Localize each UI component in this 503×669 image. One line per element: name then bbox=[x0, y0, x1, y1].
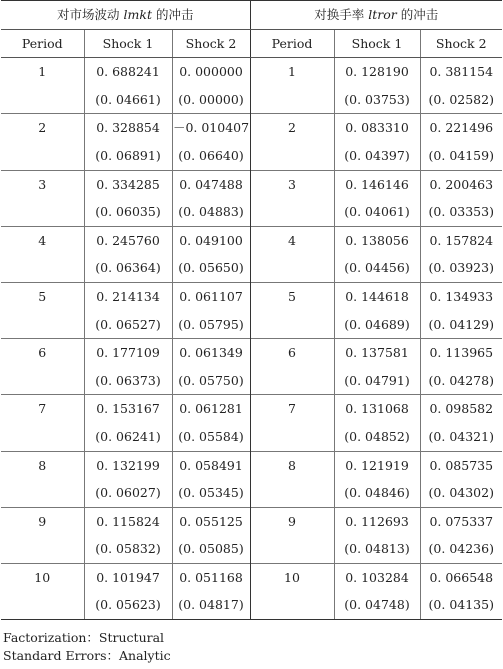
cell-shock2: 0. 113965 bbox=[420, 339, 502, 367]
cell-period bbox=[1, 591, 84, 619]
cell-shock1: 0. 115824 bbox=[84, 507, 172, 535]
cell-shock1: 0. 688241 bbox=[84, 58, 172, 86]
cell-shock2: (0. 04302) bbox=[420, 479, 502, 507]
table-row bbox=[1, 451, 502, 479]
cell-shock1: 0. 083310 bbox=[334, 114, 420, 142]
cell-shock2: 0. 381154 bbox=[420, 58, 502, 86]
group-header-ltror-var: ltror bbox=[368, 7, 397, 22]
table-row bbox=[1, 86, 502, 114]
table-row bbox=[1, 479, 502, 507]
cell-period: 7 bbox=[1, 395, 84, 423]
cell-shock1: 0. 334285 bbox=[84, 170, 172, 198]
cell-shock1: (0. 06035) bbox=[84, 198, 172, 226]
table-row bbox=[1, 170, 502, 198]
table-row bbox=[1, 507, 502, 535]
cell-period: 2 bbox=[1, 114, 84, 142]
cell-shock2: 0. 058491 bbox=[172, 451, 250, 479]
table-row bbox=[1, 367, 502, 395]
cell-shock2: (0. 04159) bbox=[420, 142, 502, 170]
group-header-ltror-pre: 对换手率 bbox=[314, 7, 369, 22]
cell-shock2: 0. 075337 bbox=[420, 507, 502, 535]
cell-shock1: (0. 06241) bbox=[84, 423, 172, 451]
cell-shock1: (0. 04061) bbox=[334, 198, 420, 226]
cell-period bbox=[1, 479, 84, 507]
table-row bbox=[1, 226, 502, 254]
cell-period bbox=[250, 86, 334, 114]
cell-shock2: 0. 055125 bbox=[172, 507, 250, 535]
cell-shock2: 0. 047488 bbox=[172, 170, 250, 198]
cell-shock1: 0. 245760 bbox=[84, 226, 172, 254]
table-row bbox=[1, 591, 502, 619]
cell-period bbox=[250, 198, 334, 226]
cell-shock1: (0. 05623) bbox=[84, 591, 172, 619]
cell-period bbox=[1, 535, 84, 563]
cell-period: 5 bbox=[1, 282, 84, 310]
cell-shock2: 0. 098582 bbox=[420, 395, 502, 423]
cell-period: 6 bbox=[250, 339, 334, 367]
group-header-lmkt-pre: 对市场波动 bbox=[57, 7, 124, 22]
cell-period bbox=[250, 535, 334, 563]
cell-shock1: (0. 05832) bbox=[84, 535, 172, 563]
cell-period bbox=[250, 142, 334, 170]
column-header-shock1: Shock 1 bbox=[334, 29, 420, 58]
cell-period bbox=[1, 254, 84, 282]
cell-period bbox=[250, 367, 334, 395]
cell-shock2: (0. 06640) bbox=[172, 142, 250, 170]
cell-shock1: (0. 04689) bbox=[334, 311, 420, 339]
cell-shock1: 0. 121919 bbox=[334, 451, 420, 479]
cell-shock1: (0. 04397) bbox=[334, 142, 420, 170]
cell-shock2: (0. 05345) bbox=[172, 479, 250, 507]
cell-period: 1 bbox=[38, 64, 47, 80]
cell-shock2: (0. 05085) bbox=[172, 535, 250, 563]
cell-period: 9 bbox=[1, 507, 84, 535]
table-row bbox=[1, 395, 502, 423]
cell-shock1: 0. 328854 bbox=[84, 114, 172, 142]
cell-shock2: 0. 085735 bbox=[420, 451, 502, 479]
cell-shock2: (0. 02582) bbox=[420, 86, 502, 114]
cell-shock1: (0. 04456) bbox=[334, 254, 420, 282]
cell-period: 3 bbox=[250, 170, 334, 198]
column-header-row bbox=[1, 29, 502, 58]
cell-period bbox=[250, 311, 334, 339]
cell-shock2: (0. 04817) bbox=[172, 591, 250, 619]
cell-period: 5 bbox=[250, 282, 334, 310]
cell-shock2: (0. 04321) bbox=[420, 423, 502, 451]
cell-shock2: 0. 066548 bbox=[420, 563, 502, 591]
table-row bbox=[1, 339, 502, 367]
cell-shock1: (0. 04813) bbox=[334, 535, 420, 563]
column-header-period: Period bbox=[250, 29, 334, 58]
cell-shock2: (0. 05650) bbox=[172, 254, 250, 282]
table-row bbox=[1, 142, 502, 170]
cell-period bbox=[250, 591, 334, 619]
group-header-lmkt-post: 的冲击 bbox=[151, 7, 194, 22]
table-row bbox=[1, 423, 502, 451]
cell-period: 8 bbox=[250, 451, 334, 479]
cell-shock2: 0. 061107 bbox=[172, 282, 250, 310]
cell-shock2: (0. 04236) bbox=[420, 535, 502, 563]
cell-shock1: (0. 06527) bbox=[84, 311, 172, 339]
cell-shock1: (0. 06373) bbox=[84, 367, 172, 395]
cell-period bbox=[1, 86, 84, 114]
note-standard-errors: Standard Errors：Analytic bbox=[3, 648, 171, 664]
cell-period bbox=[250, 423, 334, 451]
table-row bbox=[1, 311, 502, 339]
cell-shock1: 0. 137581 bbox=[334, 339, 420, 367]
cell-shock2: (0. 05750) bbox=[172, 367, 250, 395]
cell-shock1: (0. 06891) bbox=[84, 142, 172, 170]
column-header-period: Period bbox=[1, 29, 84, 58]
cell-shock1: 0. 132199 bbox=[84, 451, 172, 479]
impulse-response-table bbox=[1, 0, 502, 620]
cell-period: 7 bbox=[250, 395, 334, 423]
column-header-shock2: Shock 2 bbox=[172, 29, 250, 58]
group-header-row bbox=[1, 1, 502, 30]
cell-shock2: 0. 049100 bbox=[172, 226, 250, 254]
cell-shock1: 0. 153167 bbox=[84, 395, 172, 423]
cell-shock1: (0. 04852) bbox=[334, 423, 420, 451]
cell-period: 6 bbox=[1, 339, 84, 367]
cell-shock1: 0. 214134 bbox=[84, 282, 172, 310]
cell-period: 8 bbox=[1, 451, 84, 479]
cell-period: 1 bbox=[250, 58, 334, 86]
cell-shock2: (0. 05584) bbox=[172, 423, 250, 451]
cell-period: 4 bbox=[250, 226, 334, 254]
cell-period bbox=[250, 479, 334, 507]
column-header-shock2: Shock 2 bbox=[420, 29, 502, 58]
cell-shock2: 0. 134933 bbox=[420, 282, 502, 310]
cell-period bbox=[1, 142, 84, 170]
cell-shock1: (0. 03753) bbox=[334, 86, 420, 114]
table-row bbox=[1, 114, 502, 142]
cell-shock1: 0. 103284 bbox=[334, 563, 420, 591]
cell-shock2: 0. 061281 bbox=[172, 395, 250, 423]
cell-period: 9 bbox=[250, 507, 334, 535]
cell-shock1: 0. 131068 bbox=[334, 395, 420, 423]
table-row bbox=[1, 58, 502, 86]
cell-shock1: (0. 04748) bbox=[334, 591, 420, 619]
cell-period: 3 bbox=[1, 170, 84, 198]
cell-shock2: 0. 051168 bbox=[172, 563, 250, 591]
cell-period: 2 bbox=[250, 114, 334, 142]
cell-shock2: 0. 000000 bbox=[172, 58, 250, 86]
cell-shock2: (0. 05795) bbox=[172, 311, 250, 339]
cell-shock2: (0. 04129) bbox=[420, 311, 502, 339]
cell-shock1: 0. 128190 bbox=[334, 58, 420, 86]
group-header-lmkt-var: lmkt bbox=[123, 7, 152, 22]
column-header-shock1: Shock 1 bbox=[84, 29, 172, 58]
cell-shock2: (0. 04883) bbox=[172, 198, 250, 226]
cell-shock1: 0. 177109 bbox=[84, 339, 172, 367]
cell-shock2: (0. 04278) bbox=[420, 367, 502, 395]
cell-period: 10 bbox=[250, 563, 334, 591]
table-row bbox=[1, 535, 502, 563]
cell-shock1: 0. 144618 bbox=[334, 282, 420, 310]
cell-shock2: (0. 03923) bbox=[420, 254, 502, 282]
cell-period bbox=[250, 254, 334, 282]
cell-shock2: 0. 200463 bbox=[420, 170, 502, 198]
cell-shock1: (0. 06027) bbox=[84, 479, 172, 507]
table-row bbox=[1, 198, 502, 226]
table-body bbox=[1, 58, 502, 620]
cell-period bbox=[1, 367, 84, 395]
cell-shock1: 0. 138056 bbox=[334, 226, 420, 254]
cell-period: 4 bbox=[1, 226, 84, 254]
table-row bbox=[1, 563, 502, 591]
cell-shock1: (0. 04846) bbox=[334, 479, 420, 507]
cell-shock2: (0. 04135) bbox=[420, 591, 502, 619]
cell-shock1: 0. 146146 bbox=[334, 170, 420, 198]
cell-shock1: 0. 112693 bbox=[334, 507, 420, 535]
note-factorization: Factorization：Structural bbox=[3, 630, 165, 646]
cell-shock2: 0. 061349 bbox=[172, 339, 250, 367]
cell-shock2: 0. 157824 bbox=[420, 226, 502, 254]
cell-shock1: (0. 06364) bbox=[84, 254, 172, 282]
cell-period: 10 bbox=[1, 563, 84, 591]
cell-shock1: (0. 04791) bbox=[334, 367, 420, 395]
group-header-ltror-post: 的冲击 bbox=[396, 7, 439, 22]
cell-period bbox=[1, 198, 84, 226]
group-header-ltror bbox=[250, 1, 502, 30]
cell-period bbox=[1, 311, 84, 339]
group-header-lmkt bbox=[1, 1, 250, 30]
cell-shock1: 0. 101947 bbox=[84, 563, 172, 591]
cell-shock2: －0. 010407 bbox=[172, 114, 250, 142]
cell-shock1: (0. 04661) bbox=[84, 86, 172, 114]
table-row bbox=[1, 282, 502, 310]
table-notes bbox=[3, 629, 503, 665]
cell-shock2: (0. 03353) bbox=[420, 198, 502, 226]
cell-shock2: (0. 00000) bbox=[172, 86, 250, 114]
table-row bbox=[1, 254, 502, 282]
cell-shock2: 0. 221496 bbox=[420, 114, 502, 142]
cell-period bbox=[1, 423, 84, 451]
